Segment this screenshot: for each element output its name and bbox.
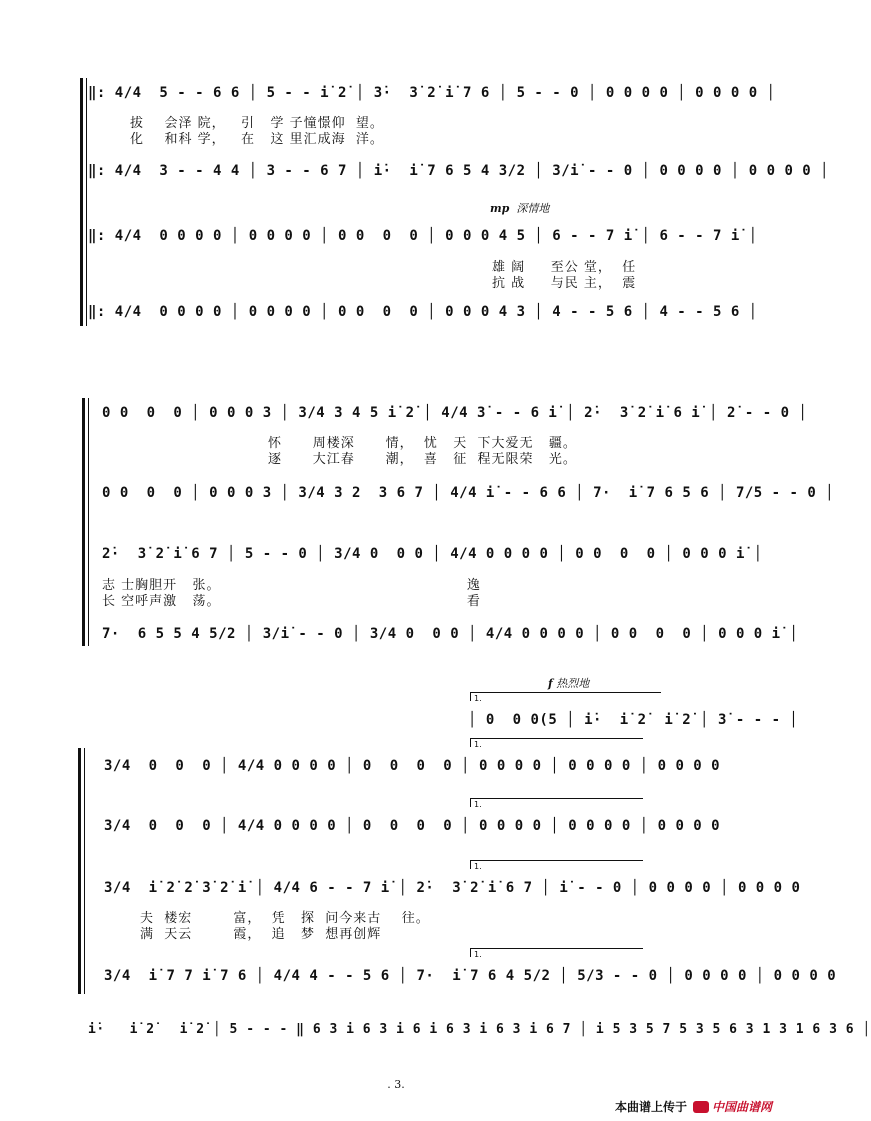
system-2-voice-1-lyric-2: 逐 大江春 潮， 喜 征 程无限荣 光。 xyxy=(268,452,577,467)
system-2-voice-3-lyric-1: 志 士胸胆开 张。 逸 xyxy=(102,578,481,593)
system-2-voice-3-notes: 2̇· 3̇ 2̇ i̇ 6 7 │ 5 ‑ ‑ 0 │ 3/4 0 0 0 │ 4/4 0 0 0 0 │ 0 0 0 0 │ 0 0 0 i̇ │ xyxy=(102,546,763,562)
system-3-solo-notes: │ 0 0 0(5 │ i̇· i̇ 2̇ i̇ 2̇ │ 3̇ ‑ ‑ ‑ │ xyxy=(468,712,799,728)
system-3-voice-3-lyric-2: 满 天云 霞， 追 梦 想再创辉 xyxy=(140,927,382,942)
system-1-voice-2-notes: ‖: 4/4 3 ‑ ‑ 4 4 │ 3 ‑ ‑ 6 7 │ i̇· i̇ 7 6 5 4 3/2 │ 3/i̇ ‑ ‑ 0 │ 0 0 0 0 │ 0 0 0 0 │ xyxy=(88,163,830,179)
volta-label: 1. xyxy=(474,694,482,703)
system-2-voice-1-notes: 0 0 0 0 │ 0 0 0 3 │ 3/4 3 4 5 i̇ 2̇ │ 4/4 3̇ ‑ ‑ 6 i̇ │ 2̇· 3̇ 2̇ i̇ 6 i̇ │ 2̇ ‑ ‑ 0 │ xyxy=(102,405,808,421)
volta-label: 1. xyxy=(474,800,482,809)
volta-label: 1. xyxy=(474,862,482,871)
site-logo xyxy=(693,1098,772,1115)
site-logo-icon xyxy=(693,1101,709,1113)
volta-bracket-voice-3 xyxy=(470,860,643,869)
system-2-voice-1-lyric-1: 怀 周楼深 情， 忧 天 下大爱无 疆。 xyxy=(268,436,577,451)
system-2-voice-2-notes: 0 0 0 0 │ 0 0 0 3 │ 3/4 3 2 3 6 7 │ 4/4 i̇ ‑ ‑ 6 6 │ 7· i̇ 7 6 5 6 │ 7/5 ‑ ‑ 0 │ xyxy=(102,485,835,501)
system-1-barline-left xyxy=(86,78,87,326)
expression-mark: 热烈地 xyxy=(556,677,590,690)
system-1-voice-1-notes: ‖: 4/4 5 ‑ ‑ 6 6 │ 5 ‑ ‑ i̇ 2̇ │ 3̇· 3̇ 2̇ i̇ 7 6 │ 5 ‑ ‑ 0 │ 0 0 0 0 │ 0 0 0 0 │ xyxy=(88,85,776,101)
volta-label: 1. xyxy=(474,950,482,959)
system-2-voice-3-lyric-2: 长 空呼声激 荡。 看 xyxy=(102,594,481,609)
system-1-voice-4-notes: ‖: 4/4 0 0 0 0 │ 0 0 0 0 │ 0 0 0 0 │ 0 0 0 4 3 │ 4 ‑ ‑ 5 6 │ 4 ‑ ‑ 5 6 │ xyxy=(88,304,758,320)
system-2-barline-left xyxy=(88,398,89,646)
volta-bracket-voice-1 xyxy=(470,738,643,747)
expression-mark: 深情地 xyxy=(516,202,550,215)
system-1-brace xyxy=(80,78,83,326)
system-3-brace xyxy=(78,748,81,994)
system-3-voice-4-notes: 3/4 i̇ 7 7 i̇ 7 6 │ 4/4 4 ‑ ‑ 5 6 │ 7· i̇ 7 6 4 5/2 │ 5/3 ‑ ‑ 0 │ 0 0 0 0 │ 0 0 0 0 xyxy=(104,968,837,984)
accompaniment-notes: i̇· i̇ 2̇ i̇ 2̇ │ 5 ‑ ‑ ‑ ‖ 6 3 i 6 3 i 6 i 6 3 i 6 3 i 6 7 │ i 5 3 5 7 5 3 5 6 3 1 3 1 6 3 6 │ xyxy=(88,1022,871,1037)
volta-bracket-voice-2 xyxy=(470,798,643,807)
system-1-voice-3-notes: ‖: 4/4 0 0 0 0 │ 0 0 0 0 │ 0 0 0 0 │ 0 0 0 4 5 │ 6 ‑ ‑ 7 i̇ │ 6 ‑ ‑ 7 i̇ │ xyxy=(88,228,758,244)
dynamic-mark: mp xyxy=(490,202,510,215)
volta-bracket-voice-4 xyxy=(470,948,643,957)
page-number: . 3. xyxy=(387,1078,405,1091)
site-name: 中国曲谱网 xyxy=(711,1100,772,1114)
dynamic-mark: f xyxy=(548,677,553,690)
system-3-voice-3-notes: 3/4 i̇ 2̇ 2̇ 3̇ 2̇ i̇ │ 4/4 6 ‑ ‑ 7 i̇ │ 2̇· 3̇ 2̇ i̇ 6 7 │ i̇ ‑ ‑ 0 │ 0 0 0 0 │ 0 0 0 0 xyxy=(104,880,801,896)
system-3-voice-1-notes: 3/4 0 0 0 │ 4/4 0 0 0 0 │ 0 0 0 0 │ 0 0 0 0 │ 0 0 0 0 │ 0 0 0 0 xyxy=(104,758,721,774)
system-3-barline-left xyxy=(84,748,85,994)
system-1-voice-1-lyric-1: 拔 会泽 院， 引 学 子憧憬仰 望。 xyxy=(130,116,384,131)
system-1-voice-3-marking xyxy=(490,200,549,216)
volta-bracket-solo xyxy=(470,692,661,701)
system-1-voice-3-lyric-1: 雄 阔 至公 堂， 任 xyxy=(492,260,637,275)
volta-label: 1. xyxy=(474,740,482,749)
upload-text: 本曲谱上传于 xyxy=(614,1100,687,1114)
site-footer xyxy=(615,1098,772,1115)
system-3-voice-2-notes: 3/4 0 0 0 │ 4/4 0 0 0 0 │ 0 0 0 0 │ 0 0 0 0 │ 0 0 0 0 │ 0 0 0 0 xyxy=(104,818,721,834)
system-1-voice-3-lyric-2: 抗 战 与民 主， 震 xyxy=(492,276,637,291)
system-2-brace xyxy=(82,398,85,646)
system-2-voice-4-notes: 7· 6 5 5 4 5/2 │ 3/i̇ ‑ ‑ 0 │ 3/4 0 0 0 │ 4/4 0 0 0 0 │ 0 0 0 0 │ 0 0 0 i̇ │ xyxy=(102,626,799,642)
system-3-voice-3-lyric-1: 夫 楼宏 富， 凭 探 问今来古 往。 xyxy=(140,911,430,926)
system-1-voice-1-lyric-2: 化 和科 学， 在 这 里汇成海 洋。 xyxy=(130,132,384,147)
system-3-solo-marking xyxy=(548,675,589,691)
